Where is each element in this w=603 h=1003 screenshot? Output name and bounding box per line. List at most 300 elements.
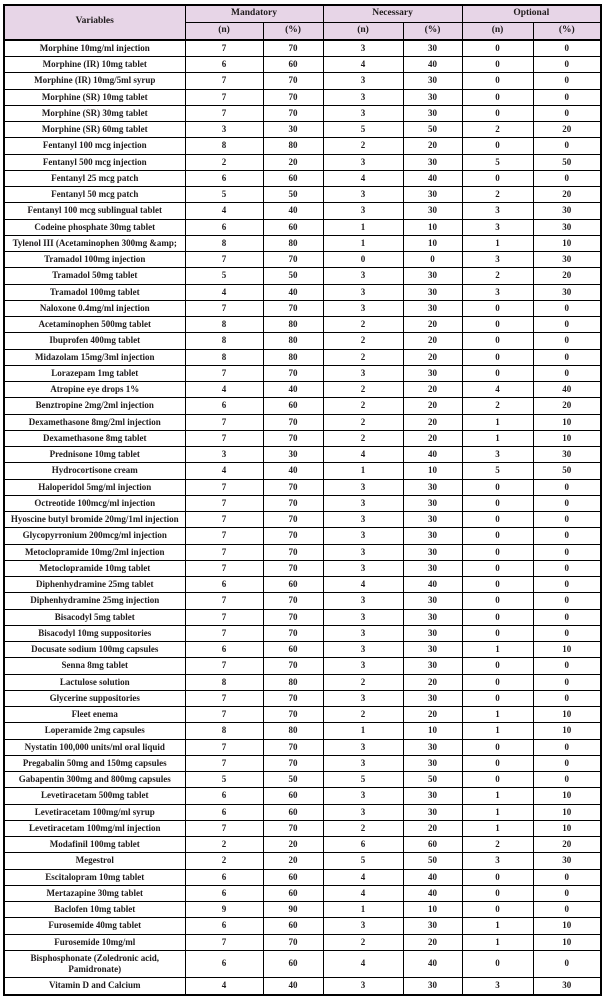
value-cell: 4	[323, 447, 403, 463]
value-cell: 0	[533, 317, 601, 333]
value-cell: 10	[533, 934, 601, 950]
value-cell: 0	[462, 495, 533, 511]
value-cell: 4	[323, 170, 403, 186]
value-cell: 40	[403, 447, 462, 463]
table-row	[4, 820, 601, 836]
value-cell: 2	[462, 268, 533, 284]
value-cell: 30	[403, 560, 462, 576]
table-row	[4, 317, 601, 333]
table-row	[4, 219, 601, 235]
variable-cell: Fentanyl 100 mcg sublingual tablet	[4, 203, 185, 219]
value-cell: 50	[403, 122, 462, 138]
variable-cell: Morphine (IR) 10mg tablet	[4, 57, 185, 73]
variable-cell: Senna 8mg tablet	[4, 658, 185, 674]
value-cell: 50	[533, 463, 601, 479]
value-cell: 60	[403, 837, 462, 853]
value-cell: 0	[533, 560, 601, 576]
value-cell: 3	[323, 593, 403, 609]
value-cell: 0	[533, 528, 601, 544]
variable-cell: Hyoscine butyl bromide 20mg/1ml injection	[4, 512, 185, 528]
variable-cell: Furosemide 10mg/ml	[4, 934, 185, 950]
value-cell: 1	[462, 804, 533, 820]
value-cell: 0	[462, 577, 533, 593]
value-cell: 60	[263, 885, 323, 901]
variable-cell: Modafinil 100mg tablet	[4, 837, 185, 853]
value-cell: 1	[462, 642, 533, 658]
value-cell: 20	[403, 382, 462, 398]
variable-cell: Gabapentin 300mg and 800mg capsules	[4, 772, 185, 788]
variable-cell: Midazolam 15mg/3ml injection	[4, 349, 185, 365]
value-cell: 3	[323, 642, 403, 658]
value-cell: 4	[185, 203, 263, 219]
value-cell: 3	[323, 187, 403, 203]
value-cell: 0	[533, 544, 601, 560]
value-cell: 0	[462, 902, 533, 918]
value-cell: 60	[263, 219, 323, 235]
variable-cell: Levetiracetam 500mg tablet	[4, 788, 185, 804]
value-cell: 70	[263, 495, 323, 511]
header-group-row	[4, 5, 601, 22]
variable-cell: Escitalopram 10mg tablet	[4, 869, 185, 885]
value-cell: 3	[323, 203, 403, 219]
variable-cell: Docusate sodium 100mg capsules	[4, 642, 185, 658]
value-cell: 80	[263, 235, 323, 251]
value-cell: 40	[403, 170, 462, 186]
value-cell: 70	[263, 934, 323, 950]
value-cell: 5	[185, 268, 263, 284]
value-cell: 10	[403, 902, 462, 918]
value-cell: 4	[323, 950, 403, 978]
table-row	[4, 902, 601, 918]
value-cell: 3	[323, 105, 403, 121]
variable-cell: Furosemide 40mg tablet	[4, 918, 185, 934]
value-cell: 4	[323, 885, 403, 901]
value-cell: 3	[323, 479, 403, 495]
value-cell: 30	[403, 918, 462, 934]
value-cell: 0	[462, 625, 533, 641]
value-cell: 3	[185, 447, 263, 463]
value-cell: 2	[323, 382, 403, 398]
subheader-mandatory-n: (n)	[185, 22, 263, 39]
variable-cell: Tramadol 50mg tablet	[4, 268, 185, 284]
value-cell: 8	[185, 723, 263, 739]
value-cell: 60	[263, 577, 323, 593]
value-cell: 30	[403, 528, 462, 544]
value-cell: 3	[323, 300, 403, 316]
value-cell: 0	[462, 690, 533, 706]
value-cell: 30	[403, 788, 462, 804]
value-cell: 1	[462, 235, 533, 251]
value-cell: 0	[403, 252, 462, 268]
table-row	[4, 934, 601, 950]
value-cell: 20	[403, 333, 462, 349]
value-cell: 3	[462, 447, 533, 463]
value-cell: 3	[462, 219, 533, 235]
variable-cell: Bisacodyl 10mg suppositories	[4, 625, 185, 641]
value-cell: 20	[533, 187, 601, 203]
table-row	[4, 57, 601, 73]
value-cell: 40	[403, 869, 462, 885]
table-row	[4, 300, 601, 316]
value-cell: 1	[323, 219, 403, 235]
value-cell: 2	[323, 398, 403, 414]
value-cell: 4	[323, 57, 403, 73]
value-cell: 10	[533, 820, 601, 836]
subheader-mandatory-pct: (%)	[263, 22, 323, 39]
table-row	[4, 755, 601, 771]
value-cell: 3	[323, 495, 403, 511]
table-row	[4, 837, 601, 853]
value-cell: 10	[533, 414, 601, 430]
value-cell: 10	[533, 723, 601, 739]
variable-cell: Fentanyl 25 mcg patch	[4, 170, 185, 186]
table-body	[4, 40, 601, 995]
value-cell: 30	[403, 658, 462, 674]
value-cell: 3	[323, 755, 403, 771]
table-row	[4, 707, 601, 723]
table-row	[4, 235, 601, 251]
variable-cell: Prednisone 10mg tablet	[4, 447, 185, 463]
table-row	[4, 170, 601, 186]
value-cell: 3	[462, 203, 533, 219]
value-cell: 6	[185, 642, 263, 658]
value-cell: 20	[403, 820, 462, 836]
value-cell: 0	[533, 300, 601, 316]
table-row	[4, 885, 601, 901]
value-cell: 2	[462, 122, 533, 138]
variable-cell: Acetaminophen 500mg tablet	[4, 317, 185, 333]
value-cell: 50	[263, 772, 323, 788]
value-cell: 0	[462, 950, 533, 978]
variable-cell: Levetiracetam 100mg/ml syrup	[4, 804, 185, 820]
value-cell: 2	[462, 187, 533, 203]
value-cell: 20	[533, 268, 601, 284]
value-cell: 70	[263, 430, 323, 446]
value-cell: 0	[462, 333, 533, 349]
value-cell: 5	[323, 122, 403, 138]
value-cell: 30	[533, 447, 601, 463]
value-cell: 3	[323, 284, 403, 300]
table-row	[4, 804, 601, 820]
value-cell: 70	[263, 560, 323, 576]
value-cell: 0	[533, 690, 601, 706]
value-cell: 8	[185, 235, 263, 251]
table-row	[4, 853, 601, 869]
value-cell: 0	[462, 674, 533, 690]
value-cell: 2	[323, 674, 403, 690]
value-cell: 1	[323, 723, 403, 739]
value-cell: 60	[263, 804, 323, 820]
value-cell: 70	[263, 300, 323, 316]
value-cell: 0	[462, 869, 533, 885]
variable-cell: Dexamethasone 8mg tablet	[4, 430, 185, 446]
value-cell: 30	[403, 154, 462, 170]
value-cell: 2	[323, 349, 403, 365]
value-cell: 70	[263, 755, 323, 771]
value-cell: 30	[403, 739, 462, 755]
value-cell: 20	[533, 398, 601, 414]
variable-cell: Morphine (SR) 30mg tablet	[4, 105, 185, 121]
value-cell: 0	[462, 105, 533, 121]
value-cell: 7	[185, 609, 263, 625]
column-group-optional: Optional	[462, 5, 601, 22]
variable-cell: Morphine (SR) 60mg tablet	[4, 122, 185, 138]
table-row	[4, 89, 601, 105]
value-cell: 6	[185, 869, 263, 885]
value-cell: 6	[323, 837, 403, 853]
value-cell: 0	[462, 40, 533, 57]
subheader-optional-n: (n)	[462, 22, 533, 39]
table-row	[4, 349, 601, 365]
value-cell: 1	[323, 463, 403, 479]
value-cell: 0	[462, 89, 533, 105]
value-cell: 3	[323, 978, 403, 995]
variable-cell: Glycerine suppositories	[4, 690, 185, 706]
table-row	[4, 788, 601, 804]
value-cell: 0	[533, 89, 601, 105]
value-cell: 10	[403, 723, 462, 739]
value-cell: 0	[533, 577, 601, 593]
value-cell: 8	[185, 333, 263, 349]
variable-cell: Bisacodyl 5mg tablet	[4, 609, 185, 625]
value-cell: 80	[263, 333, 323, 349]
table-row	[4, 252, 601, 268]
value-cell: 30	[403, 495, 462, 511]
value-cell: 0	[533, 40, 601, 57]
value-cell: 70	[263, 690, 323, 706]
value-cell: 0	[462, 885, 533, 901]
value-cell: 70	[263, 739, 323, 755]
value-cell: 5	[323, 853, 403, 869]
value-cell: 0	[462, 365, 533, 381]
value-cell: 30	[403, 73, 462, 89]
value-cell: 4	[462, 382, 533, 398]
value-cell: 7	[185, 755, 263, 771]
value-cell: 30	[403, 690, 462, 706]
variable-cell: Metoclopramide 10mg/2ml injection	[4, 544, 185, 560]
value-cell: 3	[323, 918, 403, 934]
value-cell: 7	[185, 544, 263, 560]
value-cell: 0	[462, 755, 533, 771]
value-cell: 70	[263, 414, 323, 430]
value-cell: 30	[403, 268, 462, 284]
value-cell: 10	[403, 219, 462, 235]
value-cell: 6	[185, 219, 263, 235]
value-cell: 4	[185, 284, 263, 300]
value-cell: 30	[403, 593, 462, 609]
value-cell: 3	[462, 853, 533, 869]
variable-cell: Dexamethasone 8mg/2ml injection	[4, 414, 185, 430]
value-cell: 0	[462, 528, 533, 544]
column-group-necessary: Necessary	[323, 5, 462, 22]
value-cell: 0	[533, 73, 601, 89]
value-cell: 20	[403, 674, 462, 690]
value-cell: 30	[533, 284, 601, 300]
value-cell: 2	[462, 398, 533, 414]
value-cell: 2	[323, 333, 403, 349]
variable-cell: Pregabalin 50mg and 150mg capsules	[4, 755, 185, 771]
value-cell: 20	[263, 837, 323, 853]
value-cell: 30	[263, 122, 323, 138]
value-cell: 6	[185, 885, 263, 901]
value-cell: 30	[403, 105, 462, 121]
value-cell: 5	[185, 772, 263, 788]
table-row	[4, 105, 601, 121]
table-row	[4, 918, 601, 934]
variable-cell: Haloperidol 5mg/ml injection	[4, 479, 185, 495]
variable-cell: Benztropine 2mg/2ml injection	[4, 398, 185, 414]
value-cell: 0	[533, 772, 601, 788]
value-cell: 5	[323, 772, 403, 788]
value-cell: 20	[403, 138, 462, 154]
value-cell: 0	[462, 658, 533, 674]
table-row	[4, 73, 601, 89]
value-cell: 30	[403, 40, 462, 57]
value-cell: 20	[403, 398, 462, 414]
value-cell: 0	[462, 560, 533, 576]
value-cell: 8	[185, 138, 263, 154]
value-cell: 0	[462, 138, 533, 154]
value-cell: 7	[185, 414, 263, 430]
value-cell: 0	[533, 869, 601, 885]
value-cell: 7	[185, 430, 263, 446]
value-cell: 3	[323, 40, 403, 57]
value-cell: 30	[403, 544, 462, 560]
value-cell: 0	[533, 479, 601, 495]
value-cell: 30	[403, 755, 462, 771]
value-cell: 70	[263, 105, 323, 121]
table-row	[4, 772, 601, 788]
variable-cell: Naloxone 0.4mg/ml injection	[4, 300, 185, 316]
value-cell: 70	[263, 625, 323, 641]
value-cell: 3	[323, 804, 403, 820]
value-cell: 30	[403, 300, 462, 316]
value-cell: 0	[533, 593, 601, 609]
value-cell: 10	[533, 235, 601, 251]
value-cell: 7	[185, 89, 263, 105]
value-cell: 0	[533, 755, 601, 771]
value-cell: 0	[533, 625, 601, 641]
value-cell: 70	[263, 252, 323, 268]
value-cell: 7	[185, 820, 263, 836]
value-cell: 7	[185, 512, 263, 528]
value-cell: 60	[263, 788, 323, 804]
value-cell: 0	[462, 57, 533, 73]
variable-cell: Tylenol III (Acetaminophen 300mg &amp;	[4, 235, 185, 251]
value-cell: 9	[185, 902, 263, 918]
value-cell: 0	[462, 300, 533, 316]
variable-cell: Lorazepam 1mg tablet	[4, 365, 185, 381]
variable-cell: Atropine eye drops 1%	[4, 382, 185, 398]
value-cell: 40	[263, 203, 323, 219]
value-cell: 70	[263, 479, 323, 495]
subheader-optional-pct: (%)	[533, 22, 601, 39]
value-cell: 3	[323, 73, 403, 89]
value-cell: 7	[185, 365, 263, 381]
value-cell: 7	[185, 40, 263, 57]
value-cell: 3	[323, 268, 403, 284]
value-cell: 2	[323, 430, 403, 446]
value-cell: 0	[533, 349, 601, 365]
value-cell: 40	[403, 577, 462, 593]
variable-cell: Ibuprofen 400mg tablet	[4, 333, 185, 349]
table-row	[4, 512, 601, 528]
value-cell: 0	[533, 105, 601, 121]
value-cell: 70	[263, 658, 323, 674]
value-cell: 80	[263, 674, 323, 690]
value-cell: 6	[185, 918, 263, 934]
variable-cell: Baclofen 10mg tablet	[4, 902, 185, 918]
value-cell: 0	[462, 349, 533, 365]
value-cell: 20	[403, 349, 462, 365]
value-cell: 90	[263, 902, 323, 918]
value-cell: 2	[185, 154, 263, 170]
value-cell: 4	[323, 869, 403, 885]
variable-cell: Fentanyl 500 mcg injection	[4, 154, 185, 170]
value-cell: 0	[533, 950, 601, 978]
variable-cell: Levetiracetam 100mg/ml injection	[4, 820, 185, 836]
table-row	[4, 430, 601, 446]
value-cell: 60	[263, 642, 323, 658]
table-row	[4, 122, 601, 138]
table-row	[4, 187, 601, 203]
value-cell: 2	[323, 934, 403, 950]
value-cell: 0	[533, 170, 601, 186]
variable-cell: Bisphosphonate (Zoledronic acid, Pamidronate)	[4, 950, 185, 978]
value-cell: 3	[462, 978, 533, 995]
value-cell: 80	[263, 723, 323, 739]
value-cell: 70	[263, 707, 323, 723]
value-cell: 30	[403, 365, 462, 381]
table-row	[4, 495, 601, 511]
value-cell: 20	[403, 934, 462, 950]
table-row	[4, 447, 601, 463]
variable-cell: Lactulose solution	[4, 674, 185, 690]
value-cell: 8	[185, 674, 263, 690]
value-cell: 0	[462, 739, 533, 755]
value-cell: 70	[263, 40, 323, 57]
value-cell: 40	[263, 463, 323, 479]
value-cell: 30	[403, 284, 462, 300]
value-cell: 1	[462, 430, 533, 446]
value-cell: 50	[403, 772, 462, 788]
variable-cell: Morphine (SR) 10mg tablet	[4, 89, 185, 105]
value-cell: 1	[462, 934, 533, 950]
value-cell: 4	[185, 463, 263, 479]
value-cell: 70	[263, 593, 323, 609]
table-header	[4, 5, 601, 40]
table-row	[4, 382, 601, 398]
column-group-mandatory: Mandatory	[185, 5, 323, 22]
value-cell: 70	[263, 512, 323, 528]
value-cell: 3	[185, 122, 263, 138]
table-row	[4, 690, 601, 706]
variable-cell: Diphenhydramine 25mg injection	[4, 593, 185, 609]
value-cell: 0	[462, 512, 533, 528]
table-row	[4, 625, 601, 641]
value-cell: 30	[403, 479, 462, 495]
value-cell: 0	[462, 170, 533, 186]
variable-cell: Nystatin 100,000 units/ml oral liquid	[4, 739, 185, 755]
value-cell: 20	[403, 707, 462, 723]
variable-cell: Hydrocortisone cream	[4, 463, 185, 479]
value-cell: 7	[185, 479, 263, 495]
value-cell: 1	[323, 902, 403, 918]
value-cell: 7	[185, 934, 263, 950]
table-row	[4, 978, 601, 995]
value-cell: 50	[533, 154, 601, 170]
value-cell: 1	[462, 918, 533, 934]
